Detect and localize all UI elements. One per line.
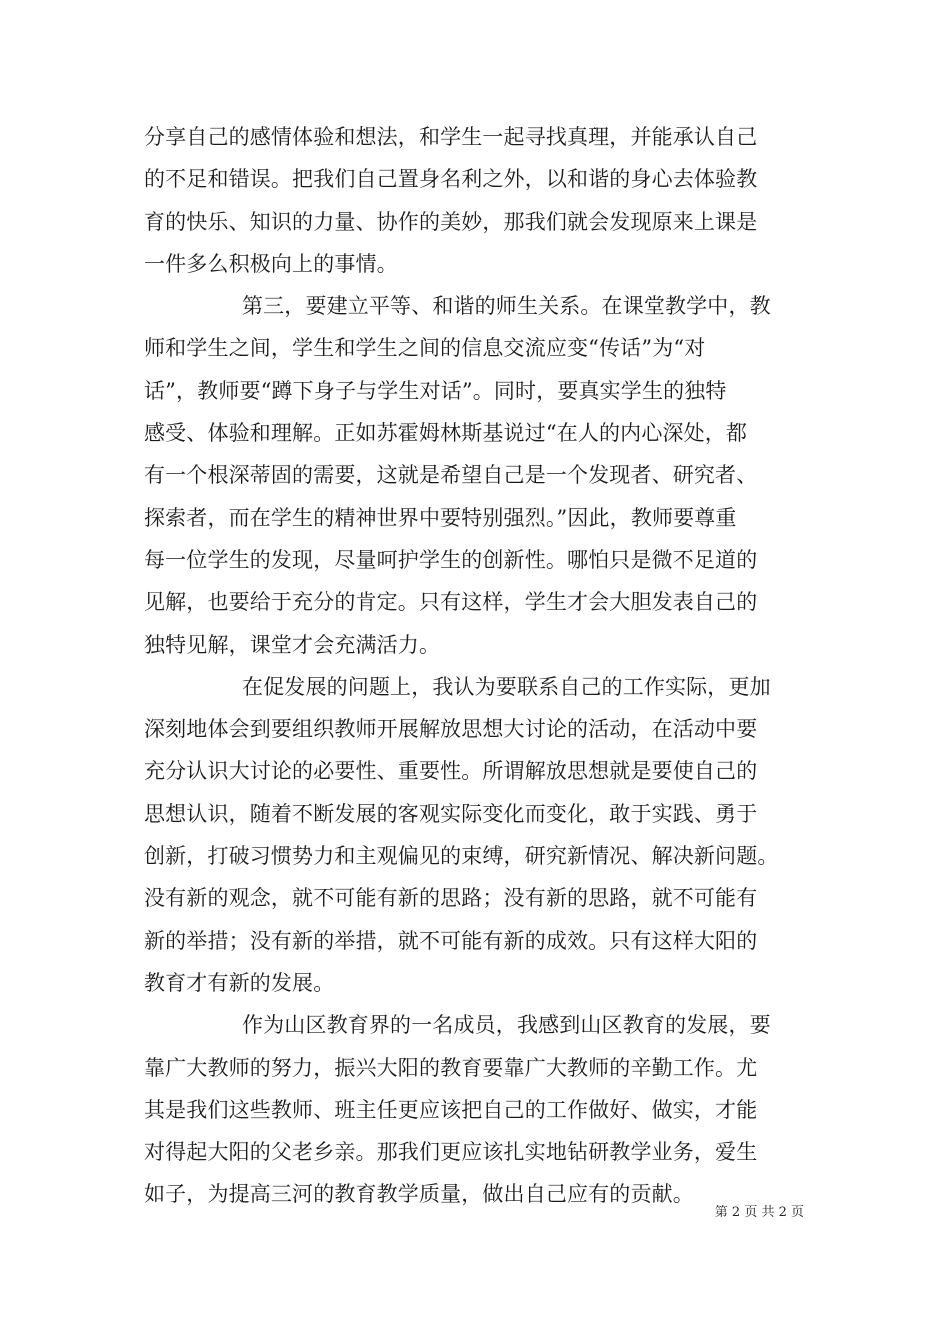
text-line: 的不足和错误。把我们自己置身名利之外，以和谐的身心去体验教 xyxy=(144,167,758,192)
text-line: 分享自己的感情体验和想法，和学生一起寻找真理，并能承认自己 xyxy=(144,125,758,149)
text-line: 思想认识，随着不断发展的客观实际变化而变化，敢于实践、勇于 xyxy=(144,801,758,826)
paragraph xyxy=(144,1004,824,1215)
text-line: 每一位学生的发现，尽量呵护学生的创新性。哪怕只是微不足道的 xyxy=(144,547,758,572)
body-text xyxy=(144,116,824,1216)
paragraph xyxy=(144,116,824,285)
text-line: 对得起大阳的父老乡亲。那我们更应该扎实地钻研教学业务，爱生 xyxy=(144,1140,758,1165)
text-line: 在促发展的问题上，我认为要联系自己的工作实际，更加 xyxy=(242,674,771,699)
text-line: 感受、体验和理解。正如苏霍姆林斯基说过“在人的内心深处，都 xyxy=(144,421,748,446)
text-line: 第三，要建立平等、和谐的师生关系。在课堂教学中，教 xyxy=(242,294,771,319)
text-line: 独特见解，课堂才会充满活力。 xyxy=(144,632,441,657)
text-line: 探索者，而在学生的精神世界中要特别强烈。”因此，教师要尊重 xyxy=(144,505,737,530)
text-line: 一件多么积极向上的事情。 xyxy=(144,251,398,276)
text-line: 其是我们这些教师、班主任更应该把自己的工作做好、做实，才能 xyxy=(144,1097,758,1122)
text-line: 没有新的观念，就不可能有新的思路；没有新的思路，就不可能有 xyxy=(144,886,758,911)
text-line: 见解，也要给于充分的肯定。只有这样，学生才会大胆发表自己的 xyxy=(144,590,758,615)
text-line: 作为山区教育界的一名成员，我感到山区教育的发展，要 xyxy=(242,1013,771,1038)
text-line: 充分认识大讨论的必要性、重要性。所谓解放思想就是要使自己的 xyxy=(144,759,758,784)
text-line: 有一个根深蒂固的需要，这就是希望自己是一个发现者、研究者、 xyxy=(144,463,758,488)
text-line: 深刻地体会到要组织教师开展解放思想大讨论的活动，在活动中要 xyxy=(144,717,758,742)
page-number-footer: 第 2 页 共 2 页 xyxy=(714,1205,804,1220)
text-line: 创新，打破习惯势力和主观偏见的束缚，研究新情况、解决新问题。 xyxy=(144,844,779,869)
paragraph xyxy=(144,285,824,666)
text-line: 教育才有新的发展。 xyxy=(144,970,335,995)
text-line: 育的快乐、知识的力量、协作的美妙，那我们就会发现原来上课是 xyxy=(144,209,758,234)
text-line: 话”，教师要“蹲下身子与学生对话”。同时，要真实学生的独特 xyxy=(144,378,727,403)
text-line: 靠广大教师的努力，振兴大阳的教育要靠广大教师的辛勤工作。尤 xyxy=(144,1055,758,1080)
text-line: 师和学生之间，学生和学生之间的信息交流应变“传话”为“对 xyxy=(144,336,706,361)
text-line: 如子，为提高三河的教育教学质量，做出自己应有的贡献。 xyxy=(144,1182,694,1207)
text-line: 新的举措；没有新的举措，就不可能有新的成效。只有这样大阳的 xyxy=(144,928,758,953)
paragraph xyxy=(144,666,824,1004)
